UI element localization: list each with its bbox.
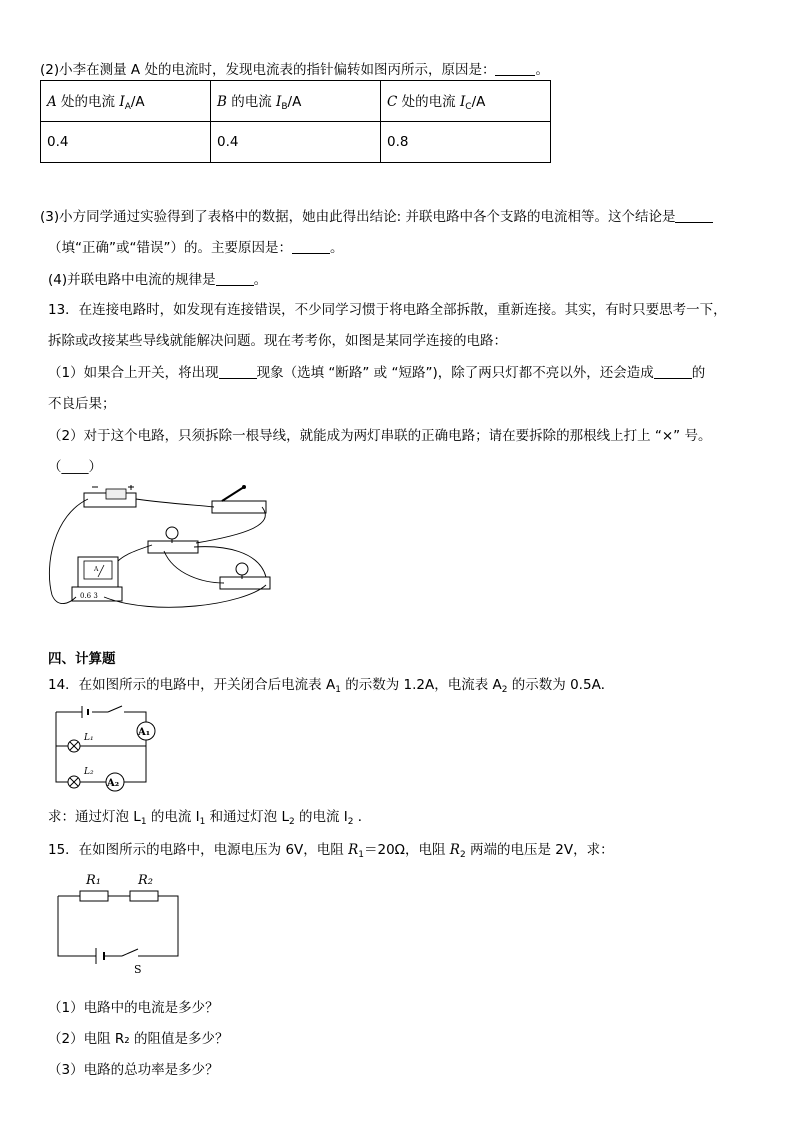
- q15-line: [48, 838, 614, 860]
- q14-sub: 2: [347, 817, 354, 827]
- header-b-text: 的电流: [226, 94, 277, 110]
- physical-circuit-figure: [44, 485, 284, 617]
- table-cell: 0.4: [41, 122, 211, 163]
- q15-text-b: ＝20Ω，电阻: [364, 842, 450, 858]
- header-b-sub: B: [281, 102, 288, 112]
- q13-sub2-line: （2）对于这个电路，只须拆除一根导线，就能成为两灯串联的正确电路；请在要拆除的那根线上打上 “×” 号。: [48, 428, 712, 444]
- q14-sub: 2: [288, 817, 295, 827]
- q15-sub: 2: [459, 850, 466, 860]
- q14-line: [48, 673, 614, 695]
- lamp-l1-label: L₁: [84, 733, 94, 743]
- header-cell-b: [211, 81, 381, 122]
- q13-sub1-text-c: 的: [691, 365, 706, 381]
- q15-text-a: 15．在如图所示的电路中，电源电压为 6V，电阻: [48, 842, 349, 858]
- ammeter-scale: 0.6 3: [80, 592, 98, 600]
- q14-sub: 1: [140, 817, 147, 827]
- header-cell-a: [41, 81, 211, 122]
- q14-ask-text: 和通过灯泡 L: [205, 809, 289, 825]
- q13-line1: 13．在连接电路时，如发现有连接错误，不少同学习惯于将电路全部拆散，重新连接。其实，有时只要思考一下，: [48, 302, 727, 318]
- q14-ask-text: ．: [353, 809, 372, 825]
- q14-sub: 1: [335, 685, 341, 695]
- ammeter-label: A: [94, 566, 99, 573]
- q14-text-c: 的示数为 0.5A．: [507, 677, 615, 693]
- answer-blank[interactable]: [216, 271, 254, 286]
- q12-part3-line1: [40, 205, 713, 225]
- section-title: 四、计算题: [48, 651, 116, 667]
- q15-text-c: 两端的电压是 2V，求：: [465, 842, 614, 858]
- header-cell-c: [381, 81, 551, 122]
- q12-part4-line: [48, 268, 267, 288]
- header-a-unit: /A: [130, 94, 145, 110]
- header-c-symbol: I: [459, 94, 466, 110]
- resistor-r1-icon: [80, 891, 108, 901]
- q12-part3-text: (3)小方同学通过实验得到了表格中的数据，她由此得出结论: 并联电路中各个支路的电流相等。这个结论是: [40, 209, 676, 225]
- q14-ask-text: 的电流 I: [146, 809, 200, 825]
- resistor-r2-label: R₂: [138, 873, 153, 888]
- header-c-unit: /A: [471, 94, 486, 110]
- answer-blank[interactable]: [495, 61, 535, 76]
- q12-part3-line2: [48, 236, 343, 256]
- q13-sub1-line2: 不良后果；: [48, 396, 116, 412]
- q15-symbol: R: [449, 842, 460, 858]
- q12-part2-text: (2)小李在测量 A 处的电流时，发现电流表的指针偏转如图丙所示，原因是：: [40, 62, 496, 78]
- q14-ask-text: 求：通过灯泡 L: [48, 809, 141, 825]
- q12-part3-end: 。: [329, 240, 344, 256]
- lamp-icon: [148, 527, 198, 553]
- header-a-text: 处的电流: [56, 94, 120, 110]
- q12-part4-text: (4)并联电路中电流的规律是: [48, 272, 216, 288]
- current-data-table: [40, 80, 551, 163]
- lamp-icon: [220, 563, 270, 589]
- q12-part4-end: 。: [253, 272, 268, 288]
- header-a-sub: A: [124, 102, 131, 112]
- q15-question-3: （3）电路的总功率是多少？: [48, 1062, 219, 1078]
- q14-ask-line: [48, 805, 371, 827]
- q15-symbol: R: [348, 842, 359, 858]
- q12-part3-text2: （填“正确”或“错误”）的。主要原因是：: [48, 240, 292, 256]
- table-header-row: [41, 81, 551, 122]
- header-b-symbol: I: [276, 94, 282, 110]
- answer-blank[interactable]: [292, 239, 330, 254]
- ammeter-a2-icon: [106, 773, 124, 791]
- header-c-sub: C: [465, 102, 472, 112]
- header-b-point: B: [217, 94, 227, 110]
- series-circuit-figure: [52, 866, 184, 978]
- resistor-r1-label: R₁: [86, 873, 101, 888]
- q15-sub: 1: [358, 850, 364, 860]
- q13-answer-parens[interactable]: （____）: [48, 459, 102, 475]
- ammeter-icon: [72, 557, 122, 601]
- q14-sub: 1: [199, 817, 206, 827]
- table-row: [41, 122, 551, 163]
- table-cell: 0.4: [211, 122, 381, 163]
- circuit-wires: [58, 896, 178, 964]
- q12-part2-end: 。: [535, 62, 549, 78]
- q14-text-a: 14．在如图所示的电路中，开关闭合后电流表 A: [48, 677, 336, 693]
- q15-question-2: （2）电阻 R₂ 的阻值是多少？: [48, 1031, 229, 1047]
- ammeter-a1-label: A₁: [138, 727, 151, 738]
- q14-text-b: 的示数为 1.2A，电流表 A: [340, 677, 502, 693]
- q15-question-1: （1）电路中的电流是多少？: [48, 1000, 219, 1016]
- q14-ask-text: 的电流 I: [294, 809, 348, 825]
- q14-sub: 2: [501, 685, 508, 695]
- answer-blank[interactable]: [654, 364, 692, 379]
- switch-label: S: [134, 963, 142, 976]
- q13-line2: 拆除或改接某些导线就能解决问题。现在考考你，如图是某同学连接的电路：: [48, 333, 507, 349]
- q12-part2-line: [40, 58, 549, 78]
- lamp-l2-icon: [68, 767, 94, 788]
- lamp-l2-label: L₂: [84, 767, 94, 777]
- answer-blank[interactable]: [219, 364, 257, 379]
- answer-blank[interactable]: [675, 208, 713, 223]
- battery-icon: [84, 485, 136, 507]
- switch-icon: [212, 485, 266, 513]
- q13-sub1-text-a: （1）如果合上开关，将出现: [48, 365, 219, 381]
- header-a-symbol: I: [119, 94, 125, 110]
- header-b-unit: /A: [287, 94, 302, 110]
- q13-sub1-text-b: 现象（选填 “断路” 或 “短路”)，除了两只灯都不亮以外，还会造成: [256, 365, 654, 381]
- table-cell: 0.8: [381, 122, 551, 163]
- header-c-text: 处的电流: [397, 94, 460, 110]
- q13-sub1-line: [48, 361, 705, 381]
- header-c-point: C: [387, 94, 398, 110]
- lamp-l1-icon: [68, 733, 94, 752]
- header-a-point: A: [47, 94, 57, 110]
- ammeter-a2-label: A₂: [107, 778, 120, 789]
- parallel-circuit-figure: [48, 700, 160, 792]
- ammeter-a1-icon: [137, 722, 155, 740]
- resistor-r2-icon: [130, 891, 158, 901]
